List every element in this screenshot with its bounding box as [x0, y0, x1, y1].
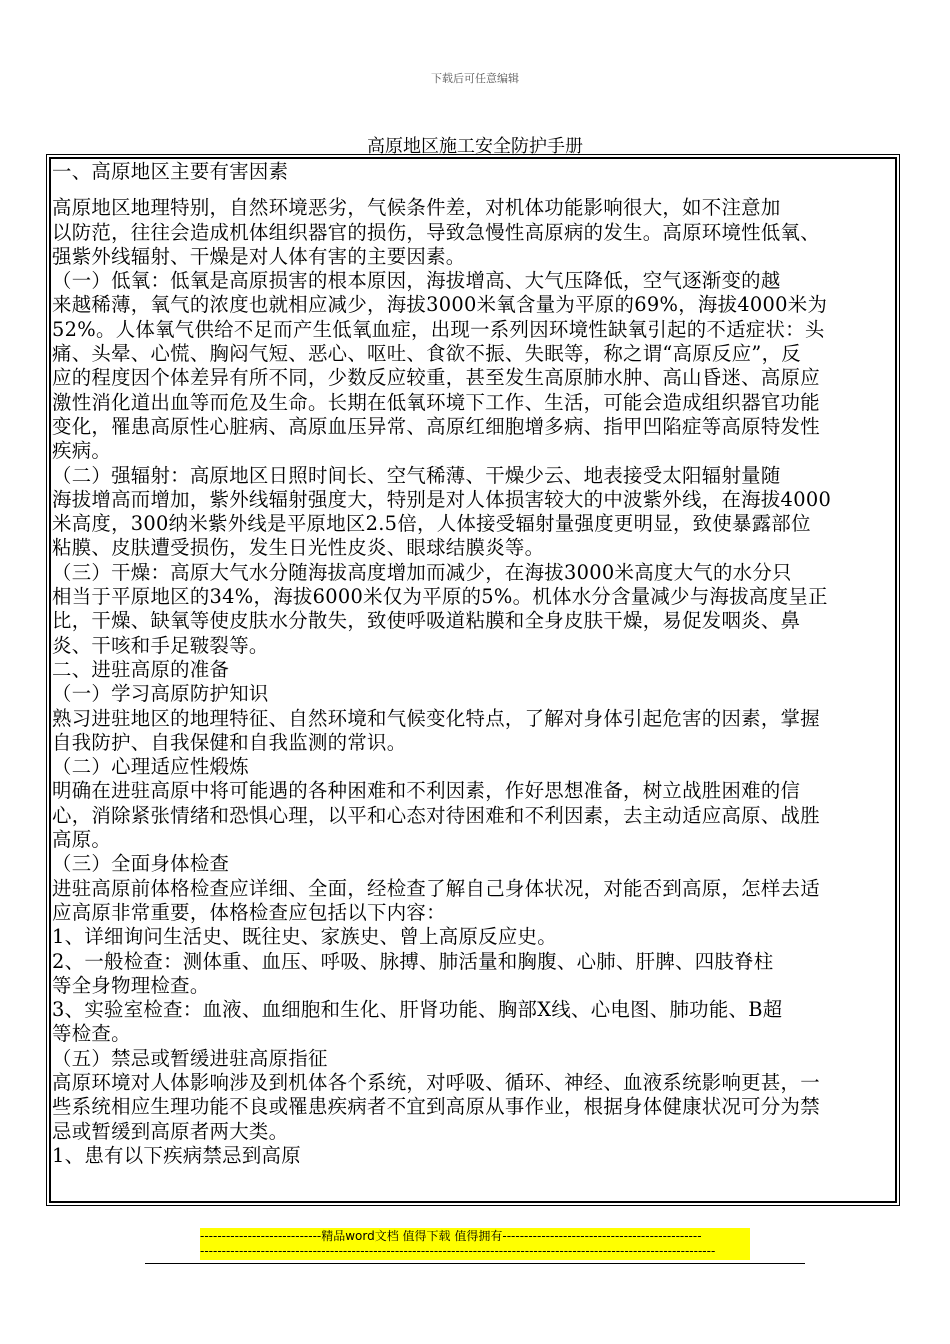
text-line: 应高原非常重要，体格检查应包括以下内容： [52, 900, 446, 924]
text-line: 海拔增高而增加，紫外线辐射强度大，特别是对人体损害较大的中波紫外线，在海拔4000 [52, 487, 832, 511]
text-line: 忌或暂缓到高原者两大类。 [52, 1119, 289, 1143]
text-line: 米高度，300纳米紫外线是平原地区2.5倍，人体接受辐射量强度更明显，致使暴露部位 [52, 512, 811, 536]
footer-dash-line: ----------------------------------------------------------------------------------------------------------------------- [200, 1244, 716, 1258]
text-line: （一）低氧：低氧是高原损害的根本原因，海拔增高、大气压降低，空气逐渐变的越 [52, 269, 781, 293]
text-line: 强紫外线辐射、干燥是对人体有害的主要因素。 [52, 244, 466, 268]
text-line: （五）禁忌或暂缓进驻高原指征 [52, 1046, 328, 1070]
text-line: 1、患有以下疾病禁忌到高原 [52, 1143, 301, 1167]
text-line: 粘膜、皮肤遭受损伤，发生日光性皮炎、眼球结膜炎等。 [52, 536, 545, 560]
text-line: 2、一般检查：测体重、血压、呼吸、脉搏、肺活量和胸腹、心肺、肝脾、四肢脊柱 [52, 949, 774, 973]
text-line: 明确在进驻高原中将可能遇的各种困难和不利因素，作好思想准备，树立战胜困难的信 [52, 779, 801, 803]
document-title: 高原地区施工安全防护手册 [367, 136, 583, 157]
text-line: 痛、头晕、心慌、胸闷气短、恶心、呕吐、食欲不振、失眠等，称之谓“高原反应”，反 [52, 342, 801, 366]
text-line: （三）干燥：高原大气水分随海拔高度增加而减少，在海拔3000米高度大气的水分只 [52, 560, 792, 584]
text-line: 等检查。 [52, 1022, 131, 1046]
document-body [52, 160, 897, 1168]
text-line: （二）强辐射：高原地区日照时间长、空气稀薄、干燥少云、地表接受太阳辐射量随 [52, 463, 781, 487]
text-line: （一）学习高原防护知识 [52, 682, 269, 706]
text-line: 些系统相应生理功能不良或罹患疾病者不宜到高原从事作业，根据身体健康状况可分为禁 [52, 1095, 820, 1119]
text-line: 52%。人体氧气供给不足而产生低氧血症，出现一系列因环境性缺氧引起的不适症状：头 [52, 317, 825, 341]
text-line: 二、进驻高原的准备 [52, 657, 230, 681]
text-line: 3、实验室检查：血液、血细胞和生化、肝肾功能、胸部X线、心电图、肺功能、B超 [52, 998, 783, 1022]
text-line: （三）全面身体检查 [52, 852, 230, 876]
text-line: （二）心理适应性煅炼 [52, 755, 249, 779]
text-line: 一、高原地区主要有害因素 [52, 160, 289, 183]
text-line: 比，干燥、缺氧等使皮肤水分散失，致使呼吸道粘膜和全身皮肤干燥，易促发咽炎、鼻 [52, 609, 801, 633]
text-line: 高原地区地理特别，自然环境恶劣，气候条件差，对机体功能影响很大，如不注意加 [52, 196, 781, 220]
footer-banner: ----------------------------精品word文档 值得下载 值得拥有---------------------------------------------- [200, 1229, 702, 1243]
text-line: 应的程度因个体差异有所不同，少数反应较重，甚至发生高原肺水肿、高山昏迷、高原应 [52, 366, 820, 390]
header-note: 下载后可任意编辑 [431, 72, 519, 85]
text-line: 变化，罹患高原性心脏病、高原血压异常、高原红细胞增多病、指甲凹陷症等高原特发性 [52, 414, 820, 438]
paragraph-gap [52, 184, 897, 196]
text-line: 以防范，往往会造成机体组织器官的损伤，导致急慢性高原病的发生。高原环境性低氧、 [52, 220, 820, 244]
text-line: 1、详细询问生活史、既往史、家族史、曾上高原反应史。 [52, 925, 557, 949]
text-line: 高原环境对人体影响涉及到机体各个系统，对呼吸、循环、神经、血液系统影响更甚，一 [52, 1070, 820, 1094]
text-line: 自我防护、自我保健和自我监测的常识。 [52, 730, 407, 754]
text-line: 熟习进驻地区的地理特征、自然环境和气候变化特点，了解对身体引起危害的因素，掌握 [52, 706, 820, 730]
text-line: 疾病。 [52, 439, 112, 463]
text-line: 心，消除紧张情绪和恐惧心理，以平和心态对待困难和不利因素，去主动适应高原、战胜 [52, 803, 820, 827]
text-line: 等全身物理检查。 [52, 973, 210, 997]
text-line: 激性消化道出血等而危及生命。长期在低氧环境下工作、生活，可能会造成组织器官功能 [52, 390, 820, 414]
footer-rule [145, 1263, 805, 1264]
text-line: 来越稀薄，氧气的浓度也就相应减少，海拔3000米氧含量为平原的69%，海拔4000米为 [52, 293, 828, 317]
text-line: 高原。 [52, 828, 112, 852]
text-line: 炎、干咳和手足皲裂等。 [52, 633, 269, 657]
text-line: 进驻高原前体格检查应详细、全面，经检查了解自己身体状况，对能否到高原，怎样去适 [52, 876, 820, 900]
text-line: 相当于平原地区的34%，海拔6000米仅为平原的5%。机体水分含量减少与海拔高度呈正 [52, 585, 828, 609]
